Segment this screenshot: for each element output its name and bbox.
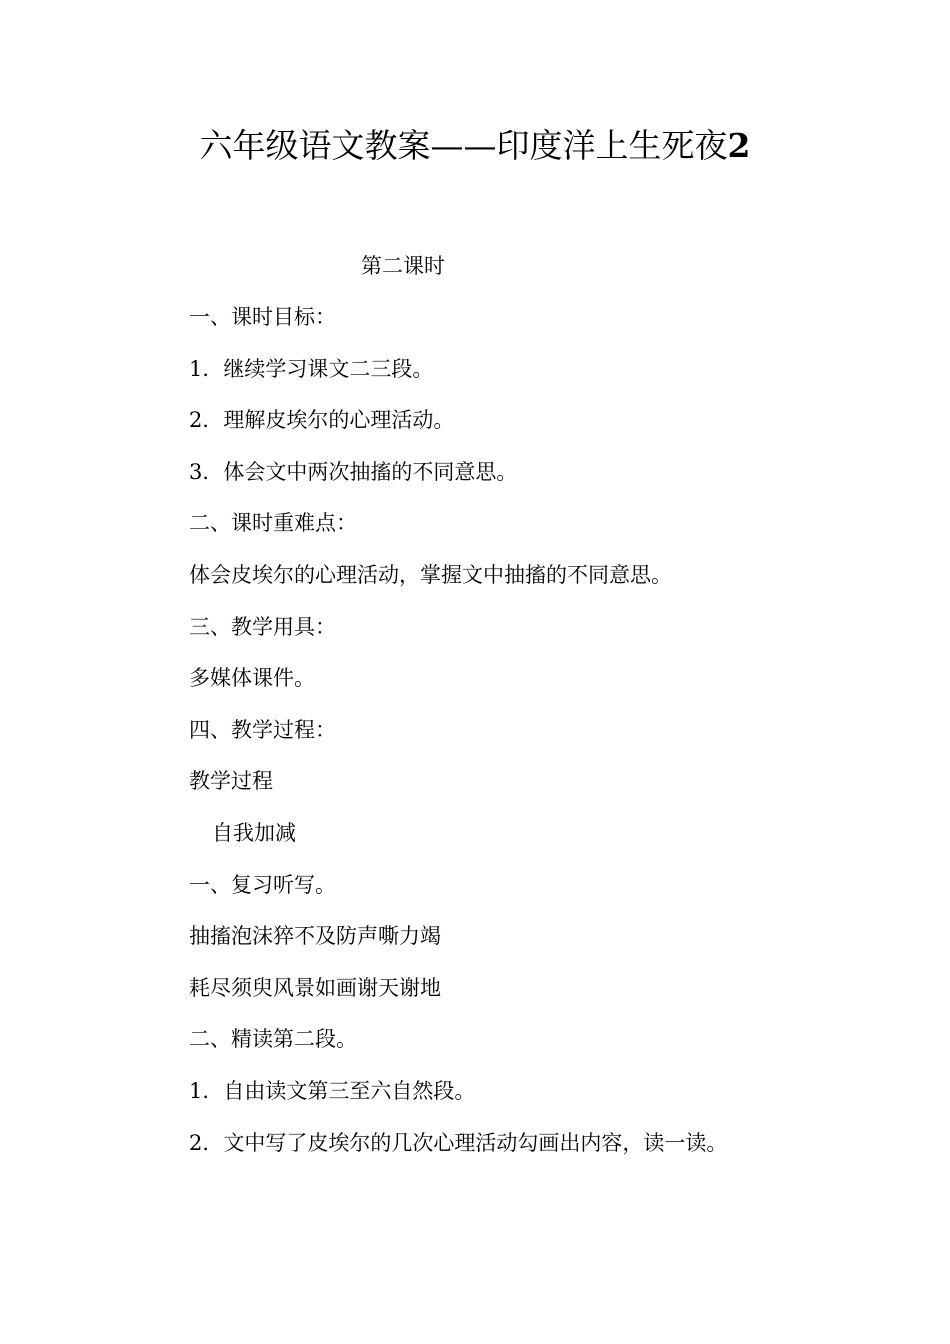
key-points-text: 体会皮埃尔的心理活动，掌握文中抽搐的不同意思。 bbox=[189, 562, 672, 587]
goal-item-1: 1．继续学习课文二三段。 bbox=[189, 356, 434, 381]
section-heading-process: 四、教学过程： bbox=[189, 717, 336, 742]
goal-item-2: 2．理解皮埃尔的心理活动。 bbox=[189, 408, 455, 433]
document-body bbox=[189, 303, 889, 1180]
goal-item-3: 3．体会文中两次抽搐的不同意思。 bbox=[189, 459, 518, 484]
title-number: 2 bbox=[727, 126, 751, 165]
step-heading-close-reading: 二、精读第二段。 bbox=[189, 1027, 357, 1052]
section-heading-tools: 三、教学用具： bbox=[189, 614, 336, 639]
lesson-subtitle: 第二课时 bbox=[361, 254, 445, 278]
document-title bbox=[0, 124, 950, 168]
tools-text: 多媒体课件。 bbox=[189, 666, 315, 691]
step-heading-review: 一、复习听写。 bbox=[189, 872, 336, 897]
dictation-words-1: 抽搐泡沫猝不及防声嘶力竭 bbox=[189, 924, 441, 949]
process-label: 教学过程 bbox=[189, 769, 273, 794]
title-main: 六年级语文教案——印度洋上生死夜 bbox=[199, 126, 728, 165]
self-adjust-label: 自我加减 bbox=[212, 820, 296, 845]
dictation-words-2: 耗尽须臾风景如画谢天谢地 bbox=[189, 975, 441, 1000]
section-heading-goals: 一、课时目标： bbox=[189, 305, 336, 329]
section-heading-key-points: 二、课时重难点： bbox=[189, 511, 357, 536]
reading-item-1: 1．自由读文第三至六自然段。 bbox=[189, 1078, 476, 1103]
reading-item-2: 2．文中写了皮埃尔的几次心理活动勾画出内容，读一读。 bbox=[189, 1130, 728, 1155]
